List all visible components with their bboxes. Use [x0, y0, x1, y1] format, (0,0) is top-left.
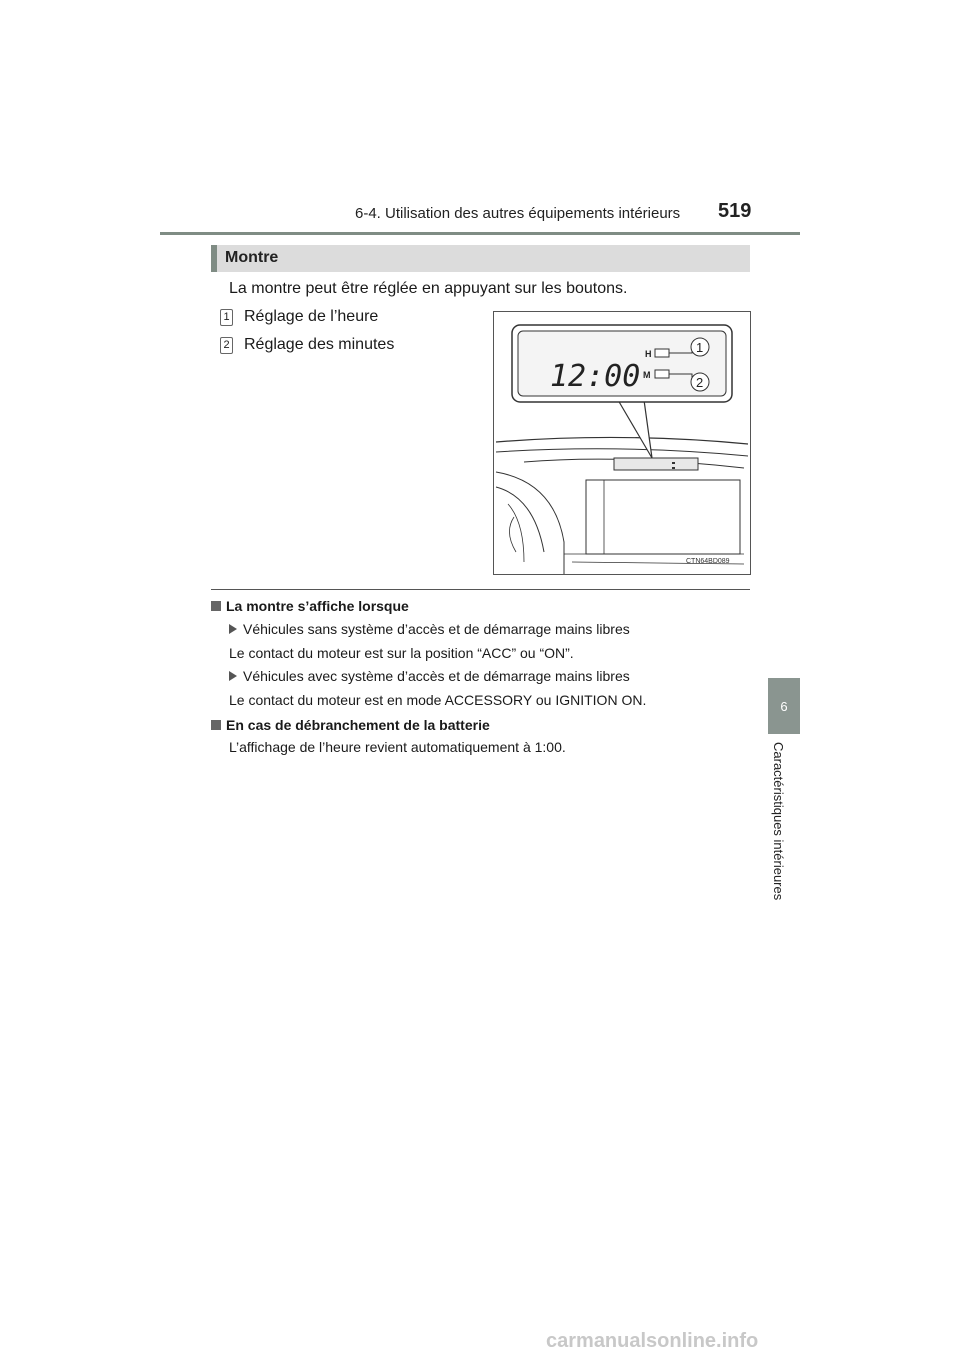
step-number-badge: 1 [220, 309, 233, 326]
triangle-bullet-icon [229, 671, 237, 681]
note-condition [229, 621, 630, 637]
step-item [220, 308, 378, 326]
note-condition [229, 668, 630, 684]
intro-text: La montre peut être réglée en appuyant sur les boutons. [229, 280, 628, 297]
hour-button-label: H [645, 349, 652, 359]
note-text: L’affichage de l’heure revient automatiquement à 1:00. [229, 739, 566, 755]
square-bullet-icon [211, 601, 221, 611]
chapter-tab [768, 678, 800, 734]
note-text: Le contact du moteur est sur la position “ACC” ou “ON”. [229, 645, 574, 661]
note-condition-text: Véhicules sans système d’accès et de démarrage mains libres [243, 621, 630, 637]
note-condition-text: Véhicules avec système d’accès et de démarrage mains libres [243, 668, 630, 684]
header-section-path: 6-4. Utilisation des autres équipements intérieurs [355, 205, 681, 222]
step-number-badge: 2 [220, 337, 233, 354]
step-item [220, 336, 394, 354]
dashboard-drawing [494, 312, 750, 574]
note-heading [211, 717, 490, 733]
page-number: 519 [718, 200, 752, 222]
note-heading [211, 598, 409, 614]
section-title: Montre [225, 249, 279, 266]
step-label: Réglage de l’heure [244, 308, 379, 325]
callout-number-2: 2 [696, 375, 704, 390]
header-rule [160, 232, 800, 235]
note-text: Le contact du moteur est en mode ACCESSORY ou IGNITION ON. [229, 692, 647, 708]
notes-divider [211, 589, 750, 590]
note-heading-text: La montre s’affiche lorsque [226, 598, 409, 614]
clock-time-readout: 12:00 [550, 359, 641, 394]
step-label: Réglage des minutes [244, 336, 395, 353]
figure-code: CTN64BD089 [686, 558, 730, 565]
section-heading [211, 245, 750, 272]
chapter-number: 6 [780, 698, 788, 714]
callout-number-1: 1 [696, 340, 704, 355]
watermark: carmanualsonline.info [546, 1330, 759, 1352]
chapter-title: Caractéristiques intérieures [771, 742, 786, 901]
clock-illustration [493, 311, 751, 575]
square-bullet-icon [211, 720, 221, 730]
triangle-bullet-icon [229, 624, 237, 634]
note-heading-text: En cas de débranchement de la batterie [226, 717, 490, 733]
minute-button-label: M [643, 370, 651, 380]
